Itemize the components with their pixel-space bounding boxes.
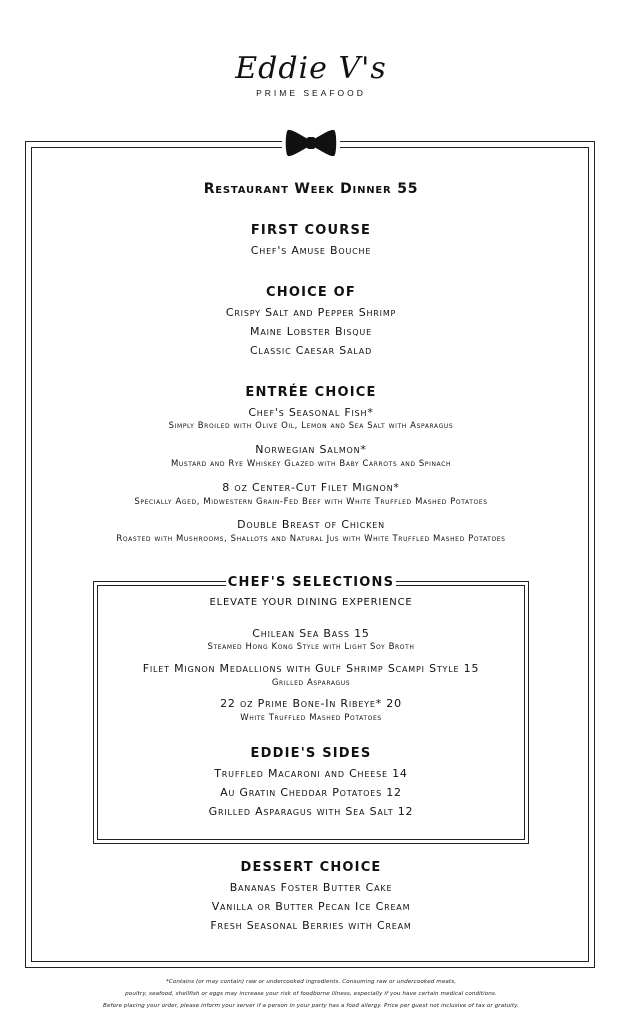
menu-item: Au Gratin Cheddar Potatoes 12 — [220, 786, 402, 799]
menu-item: Crispy Salt and Pepper Shrimp — [225, 306, 397, 319]
brand-name: Eddie V's — [235, 51, 387, 86]
choice-of-heading: CHOICE OF — [266, 285, 356, 300]
menu-item: 8 oz Center-Cut Filet Mignon* — [222, 481, 400, 494]
menu-item-description: Grilled Asparagus — [271, 678, 351, 688]
menu-item-description: White Truffled Mashed Potatoes — [240, 713, 382, 723]
menu-item: Fresh Seasonal Berries with Cream — [210, 919, 412, 932]
menu-item: Chef's Seasonal Fish* — [248, 406, 374, 419]
first-course-heading: FIRST COURSE — [250, 223, 372, 238]
eddies-sides-heading: EDDIE'S SIDES — [250, 746, 372, 761]
menu-item-description: Steamed Hong Kong Style with Light Soy Broth — [207, 642, 415, 652]
menu-item: Maine Lobster Bisque — [250, 325, 372, 338]
menu-item-description: Specially Aged, Midwestern Grain-Fed Beef with White Truffled Mashed Potatoes — [134, 497, 488, 507]
brand-tagline: PRIME SEAFOOD — [256, 88, 366, 98]
menu-item: Norwegian Salmon* — [255, 443, 367, 456]
menu-item-description: Roasted with Mushrooms, Shallots and Natural Jus with White Truffled Mashed Potatoes — [116, 534, 506, 544]
menu-item: Grilled Asparagus with Sea Salt 12 — [208, 805, 414, 818]
footnote-line: *Contains (or may contain) raw or undercooked ingredients. Consuming raw or undercooked meats, — [165, 979, 457, 985]
menu-item: Chef's Amuse Bouche — [250, 244, 372, 257]
menu-item: Classic Caesar Salad — [249, 344, 373, 357]
chefs-selections-subheading: ELEVATE YOUR DINING EXPERIENCE — [209, 597, 413, 608]
entree-choice-heading: ENTRÉE CHOICE — [245, 385, 377, 400]
menu-item-description: Mustard and Rye Whiskey Glazed with Baby Carrots and Spinach — [170, 459, 452, 469]
menu-item: Truffled Macaroni and Cheese 14 — [214, 767, 408, 780]
bowtie-icon — [282, 126, 340, 160]
menu-item: Double Breast of Chicken — [237, 518, 385, 531]
menu-item: Bananas Foster Butter Cake — [229, 881, 393, 894]
dessert-choice-heading: DESSERT CHOICE — [240, 860, 382, 875]
menu-item: Chilean Sea Bass 15 — [252, 627, 370, 640]
brand-logo — [0, 52, 622, 98]
footnote-line: Before placing your order, please inform your server if a person in your party has a food allergy. Price per guest not inclusive of tax or gratuity. — [103, 1003, 519, 1009]
menu-title: Restaurant Week Dinner 55 — [203, 181, 419, 197]
menu-item: Vanilla or Butter Pecan Ice Cream — [211, 900, 411, 913]
menu-item: 22 oz Prime Bone-In Ribeye* 20 — [220, 697, 402, 710]
menu-item-description: Simply Broiled with Olive Oil, Lemon and Sea Salt with Asparagus — [168, 421, 454, 431]
footnote-line: poultry, seafood, shellfish or eggs may increase your risk of foodborne illness, especially if you have certain medical conditions. — [125, 991, 497, 997]
menu-item: Filet Mignon Medallions with Gulf Shrimp Scampi Style 15 — [142, 662, 480, 675]
chefs-selections-heading: CHEF'S SELECTIONS — [227, 575, 395, 590]
